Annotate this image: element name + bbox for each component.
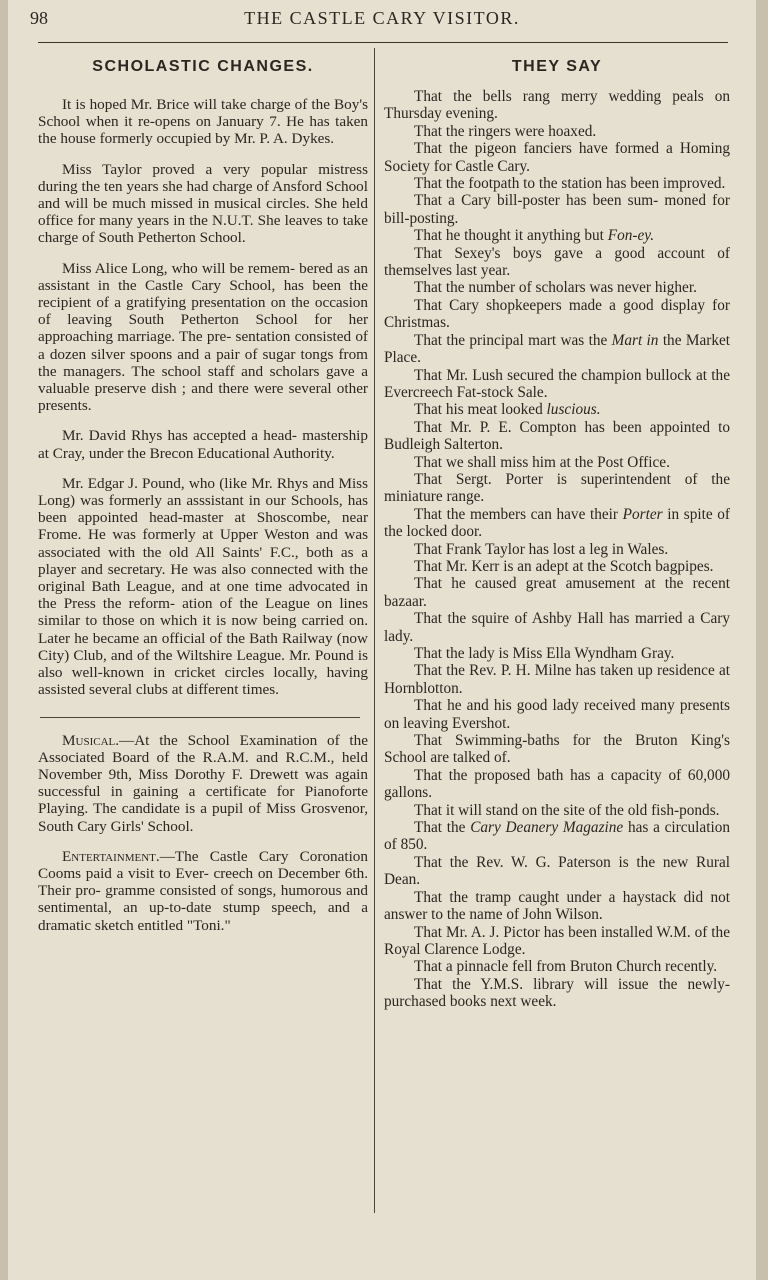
item-text: That the principal mart was the (414, 331, 608, 349)
paragraph: Mr. David Rhys has accepted a head- mastership at Cray, under the Brecon Educational Authority. (38, 427, 368, 462)
list-item (384, 332, 730, 367)
header-rule (38, 42, 728, 43)
list-item: That Cary shopkeepers made a good display for Christmas. (384, 296, 730, 332)
paragraph: It is hoped Mr. Brice will take charge of the Boy's School when it re-opens on January 7. He has taken the house formerly occupied by Mr. P. A. Dykes. (38, 96, 368, 148)
item-text: That he thought it anything but (414, 227, 604, 245)
item-text: That the (414, 819, 466, 837)
musical-text: —At the School Examination of the Associated Board of the R.A.M. and R.C.M., held November 9th, Miss Dorothy F. Drewett was again successful in gaining a certificate for Pianoforte Playing. The candidate is a pupil of Miss Grosvenor, South Cary Girls' School. (38, 731, 368, 835)
list-item: That the tramp caught under a haystack did not answer to the name of John Wilson. (384, 888, 730, 924)
list-item: That a Cary bill-poster has been sum- moned for bill-posting. (384, 192, 730, 227)
list-item: That a pinnacle fell from Bruton Church recently. (414, 958, 718, 976)
paragraph: Mr. Edgar J. Pound, who (like Mr. Rhys and Miss Long) was formerly an asssistant in our Schools, has been appointed head-master at Shoscombe, near Frome. He was formerly at Upper Weston and was associated with the old All Saints' F.C., both as a player and secretary. He was also connected with the original Bath League, and at one time advocated in the Press the reform- ation of the League on lines similar to those on which it is now being carried on. Later he became an official of the Bath Railway (now City) Club, and of the Wiltshire League. Mr. Pound is also well-known in cricket circles locally, having assisted several clubs at different times. (38, 474, 368, 699)
entertainment-paragraph (38, 848, 368, 934)
item-text: has a circulation of 850. (384, 819, 731, 854)
item-text: That his meat looked (414, 401, 543, 419)
item-italic: Fon-ey. (607, 227, 655, 245)
paragraph: Miss Taylor proved a very popular mistress during the ten years she had charge of Ansford School and will be much missed in musical circles. She held office for many years in the N.U.T. She leaves to take charge of South Petherton School. (38, 160, 368, 247)
section-divider (40, 717, 360, 718)
list-item: That Swimming-baths for the Bruton King's School are talked of. (384, 732, 730, 767)
right-column (384, 52, 730, 1011)
section-heading-scholastic: SCHOLASTIC CHANGES. (92, 58, 314, 75)
list-item (384, 819, 730, 854)
item-italic: Mart in (611, 331, 659, 349)
item-text: That the members can have their (414, 505, 619, 523)
list-item: That the squire of Ashby Hall has married a Cary lady. (384, 610, 730, 645)
item-italic: luscious. (546, 401, 601, 419)
entertainment-label: Entertainment. (62, 847, 160, 865)
item-text: in spite of the locked door. (384, 505, 730, 541)
list-item: That Mr. P. E. Compton has been appointed to Budleigh Salterton. (384, 418, 730, 454)
entertainment-text: —The Castle Cary Coronation Cooms paid a visit to Ever- creech on December 6th. Their pro- gramme consisted of songs, humorous and sentimental, an up-to-date stump speech, and a dramatic sketch entitled "Toni." (38, 847, 368, 934)
list-item: That he and his good lady received many presents on leaving Evershot. (384, 697, 730, 732)
list-item: That Sexey's boys gave a good account of themselves last year. (384, 244, 730, 280)
list-item: That the proposed bath has a capacity of 60,000 gallons. (384, 766, 730, 802)
item-italic: Porter (622, 505, 663, 523)
list-item: That we shall miss him at the Post Office. (414, 453, 670, 471)
list-item: That it will stand on the site of the old fish-ponds. (414, 801, 720, 819)
list-item: That the bells rang merry wedding peals on Thursday evening. (384, 88, 730, 123)
list-item: That Sergt. Porter is superintendent of the miniature range. (384, 470, 730, 506)
list-item: That Mr. A. J. Pictor has been installed W.M. of the Royal Clarence Lodge. (384, 923, 730, 958)
list-item (384, 506, 730, 541)
section-heading-they-say: THEY SAY (511, 58, 603, 75)
musical-label: Musical. (62, 731, 120, 749)
list-item: That the number of scholars was never higher. (414, 279, 697, 297)
list-item: That the Rev. W. G. Paterson is the new Rural Dean. (384, 853, 730, 889)
list-item: That the lady is Miss Ella Wyndham Gray. (414, 645, 675, 662)
running-title: THE CASTLE CARY VISITOR. (244, 8, 520, 28)
paragraph: Miss Alice Long, who will be remem- bered as an assistant in the Castle Cary School, has been the recipient of a gratifying presentation on the occasion of leaving South Petherton School for her approaching marriage. The pre- sentation consisted of a dozen silver spoons and a pair of sugar tongs from the managers. The school staff and scholars gave a valuable preserve dish ; and there were several other presents. (38, 259, 368, 415)
page-number: 98 (30, 8, 48, 28)
musical-paragraph (38, 732, 368, 835)
list-item: That the ringers were hoaxed. (414, 122, 597, 140)
column-divider (374, 48, 375, 1213)
page (8, 0, 756, 1280)
they-say-list (384, 88, 730, 1011)
left-column (38, 52, 368, 947)
item-italic: Cary Deanery Magazine (470, 819, 624, 837)
list-item: That the footpath to the station has been improved. (414, 175, 726, 193)
list-item: That he caused great amusement at the recent bazaar. (384, 575, 730, 610)
page-header (8, 0, 756, 44)
item-text: the Market Place. (384, 331, 731, 367)
list-item (384, 401, 730, 418)
list-item: That Mr. Kerr is an adept at the Scotch bagpipes. (414, 557, 714, 575)
list-item: That Mr. Lush secured the champion bullock at the Evercreech Fat-stock Sale. (384, 366, 730, 401)
list-item: That Frank Taylor has lost a leg in Wales. (414, 540, 669, 558)
list-item: That the Y.M.S. library will issue the newly-purchased books next week. (384, 975, 730, 1011)
list-item: That the Rev. P. H. Milne has taken up residence at Hornblotton. (384, 662, 730, 697)
list-item: That the pigeon fanciers have formed a Homing Society for Castle Cary. (384, 140, 730, 175)
list-item (384, 227, 730, 244)
